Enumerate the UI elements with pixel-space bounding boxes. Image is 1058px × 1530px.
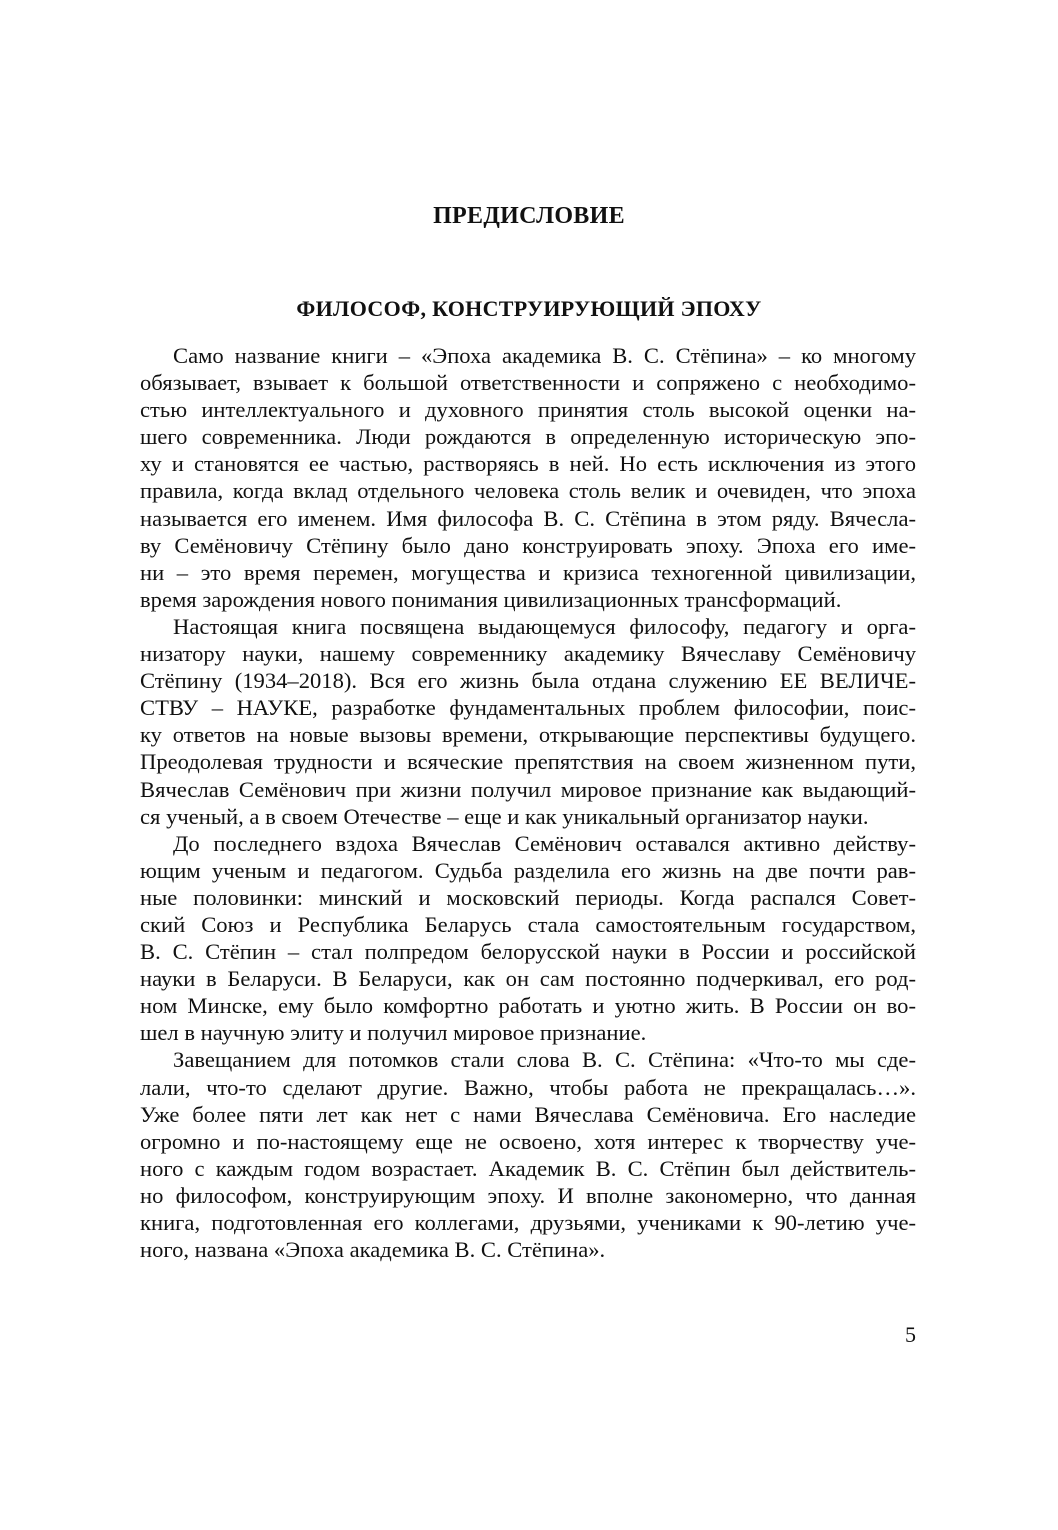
- text-line: называется его именем. Имя философа В. С. Стёпина в этом ряду. Вячесла-: [140, 505, 916, 531]
- text-line: ку ответов на новые вызовы времени, открывающие перспективы будущего.: [140, 722, 916, 748]
- text-line: ного, названа «Эпоха академика В. С. Стёпина».: [140, 1237, 606, 1263]
- text-line: низатору науки, нашему современнику академику Вячеславу Семёновичу: [140, 641, 916, 667]
- text-line: ся ученый, а в своем Отечестве – еще и как уникальный организатор науки.: [140, 803, 869, 829]
- text-line: науки в Беларуси. В Беларуси, как он сам постоянно подчеркивал, его род-: [140, 966, 916, 992]
- page-title: ПРЕДИСЛОВИЕ: [433, 203, 625, 229]
- text-line: Само название книги – «Эпоха академика В. С. Стёпина» – ко многому: [173, 343, 916, 368]
- body-text: [140, 342, 916, 1263]
- text-line: но философом, конструирующим эпоху. И вполне закономерно, что данная: [140, 1182, 916, 1208]
- paragraph-2: [140, 613, 916, 830]
- text-line: Завещанием для потомков стали слова В. С. Стёпина: «Что-то мы сде-: [173, 1047, 916, 1073]
- text-line: лали, что-то сделают другие. Важно, чтобы работа не прекращалась…».: [140, 1074, 916, 1100]
- text-line: стью интеллектуального и духовного принятия столь высокой оценки на-: [140, 397, 916, 423]
- text-line: время зарождения нового понимания цивилизационных трансформаций.: [140, 586, 842, 612]
- text-line: книга, подготовленная его коллегами, друзьями, учениками к 90-летию уче-: [140, 1210, 916, 1235]
- text-line: шего современника. Люди рождаются в определенную историческую эпо-: [140, 424, 916, 450]
- text-line: Стёпину (1934–2018). Вся его жизнь была отдана служению ЕЕ ВЕЛИЧЕ-: [140, 668, 916, 694]
- text-line: обязывает, взывает к большой ответственности и сопряжено с необходимо-: [140, 370, 916, 396]
- text-line: До последнего вздоха Вячеслав Семёнович оставался активно действу-: [173, 830, 916, 856]
- paragraph-1: [140, 342, 916, 613]
- text-line: огромно и по-настоящему еще не освоено, хотя интерес к творчеству уче-: [140, 1128, 916, 1154]
- paragraph-3: [140, 830, 916, 1047]
- text-line: Настоящая книга посвящена выдающемуся философу, педагогу и орга-: [173, 613, 916, 639]
- text-line: ву Семёновичу Стёпину было дано конструировать эпоху. Эпоха его име-: [140, 532, 916, 558]
- text-line: В. С. Стёпин – стал полпредом белорусской науки в России и российской: [140, 939, 916, 965]
- text-line: ного с каждым годом возрастает. Академик В. С. Стёпин был действитель-: [140, 1155, 916, 1181]
- text-line: ные половинки: минский и московский периоды. Когда распался Совет-: [140, 884, 916, 910]
- text-line: правила, когда вклад отдельного человека столь велик и очевиден, что эпоха: [140, 478, 916, 504]
- text-line: ющим ученым и педагогом. Судьба разделила его жизнь на две почти рав-: [140, 857, 916, 883]
- text-line: ни – это время перемен, могущества и кризиса техногенной цивилизации,: [140, 559, 916, 585]
- paragraph-4: [140, 1046, 916, 1263]
- text-line: СТВУ – НАУКЕ, разработке фундаментальных проблем философии, поис-: [140, 695, 916, 721]
- text-line: Вячеслав Семёнович при жизни получил мировое признание как выдающий-: [140, 776, 916, 802]
- text-line: ский Союз и Республика Беларусь стала самостоятельным государством,: [140, 911, 916, 937]
- text-line: ном Минске, ему было комфортно работать и уютно жить. В России он во-: [140, 993, 916, 1019]
- text-line: Преодолевая трудности и всяческие препятствия на своем жизненном пути,: [140, 749, 916, 775]
- page-number: 5: [905, 1322, 916, 1347]
- section-subtitle: ФИЛОСОФ, КОНСТРУИРУЮЩИЙ ЭПОХУ: [296, 296, 762, 321]
- text-line: шел в научную элиту и получил мировое признание.: [140, 1020, 647, 1046]
- text-line: ху и становятся ее частью, растворяясь в ней. Но есть исключения из этого: [140, 451, 916, 477]
- text-line: Уже более пяти лет как нет с нами Вячеслава Семёновича. Его наследие: [140, 1101, 916, 1127]
